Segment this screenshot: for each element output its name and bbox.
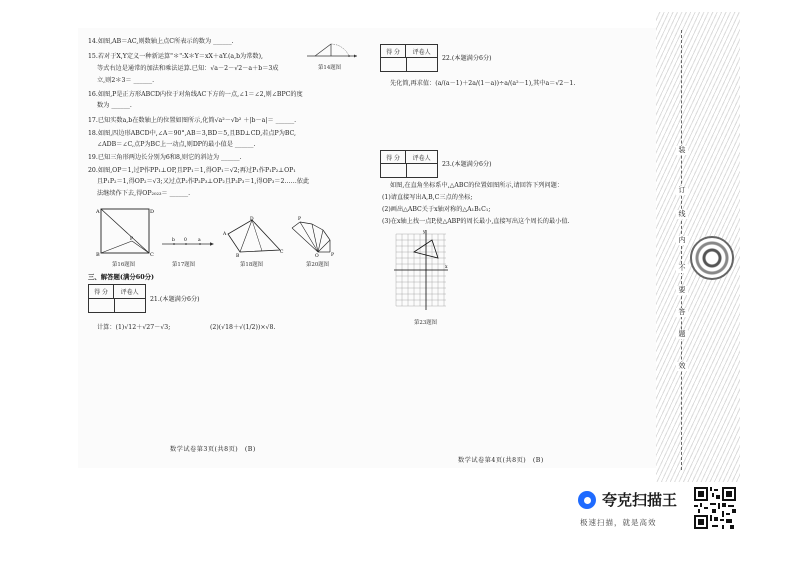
question-23-part-1: (1)请直接写出A,B,C三点的坐标;	[382, 194, 473, 201]
figure-20-spiral	[288, 212, 354, 258]
reviewer-label: 评卷人	[406, 45, 437, 58]
margin-char-9: 效	[676, 362, 688, 371]
question-21-title: 21.(本题满分6分)	[150, 296, 200, 303]
score-label: 得 分	[381, 45, 406, 58]
question-14: 14.如图,AB＝AC,则数轴上点C所表示的数为 ______.	[88, 38, 234, 45]
svg-text:0: 0	[184, 238, 187, 243]
figure-18-caption: 第18题图	[240, 262, 264, 268]
margin-char-4: 内	[676, 236, 688, 245]
question-23-part-2: (2)画出△ABC关于x轴对称的△A₁B₁C₁;	[382, 206, 491, 213]
question-20-line2: 且P₁P₂＝1,得OP₂＝√3;又过点P₂作P₂P₃⊥OP₂且P₂P₃＝1,得OP₃＝2……依此	[97, 178, 310, 185]
margin-char-2: 订	[676, 186, 688, 195]
svg-text:O: O	[315, 254, 319, 258]
question-20-line3: 法继续作下去,得OP₂₀₂₃＝ ______.	[97, 190, 191, 197]
figure-16-caption: 第16题图	[112, 262, 136, 268]
question-15-line1: 15.若对于X,Y定义一种新运算"＊":X＊Y＝xX＋aY.(a,b为常数),	[88, 53, 263, 60]
figure-23-coordinate-grid	[392, 228, 450, 314]
question-22-text: 先化简,再求值：(a/(a－1)＋2a/(1－a))÷a/(a²－1),其中a＝√2－1.	[390, 80, 576, 87]
margin-char-8: 题	[676, 330, 688, 339]
score-label: 得 分	[89, 285, 114, 299]
figure-17-caption: 第17题图	[172, 262, 196, 268]
quark-logo-icon	[578, 491, 596, 509]
question-20-line1: 20.如图,OP＝1,过P作PP₁⊥OP,且PP₁＝1,得OP₁＝√2;再过P₁作P₁P₂⊥OP₁	[88, 167, 296, 174]
svg-text:D: D	[150, 209, 155, 215]
figure-16-square	[96, 205, 156, 257]
scanner-watermark	[578, 487, 688, 533]
margin-char-7: 答	[676, 308, 688, 317]
margin-char-6: 要	[676, 286, 688, 295]
score-box-q22	[380, 44, 438, 72]
svg-text:A: A	[223, 232, 227, 237]
qr-code-icon	[694, 487, 736, 529]
svg-text:C: C	[280, 250, 284, 255]
seal-stamp-icon	[690, 236, 734, 280]
svg-text:C: C	[150, 252, 154, 257]
question-23-part-3: (3)在x轴上找一点P,使△ABP的周长最小,直接写出这个周长的最小值.	[382, 218, 570, 225]
reviewer-label: 评卷人	[114, 285, 145, 299]
question-21-calc-2: (2)(√18＋√(1/2))×√8.	[210, 324, 276, 331]
reviewer-label: 评卷人	[406, 151, 437, 164]
svg-text:P: P	[130, 237, 134, 242]
margin-char-3: 线	[676, 210, 688, 219]
question-18-line2: ∠ADB＝∠C,点P为BC上一动点,则DP的最小值是 ______.	[97, 141, 256, 148]
figure-23-caption: 第23题图	[414, 320, 438, 326]
figure-17-number-line	[160, 236, 216, 250]
question-16-line1: 16.如图,P是正方形ABCD内位于对角线AC下方的一点,∠1＝∠2,则∠BPC的度	[88, 91, 303, 98]
svg-text:b: b	[172, 238, 175, 243]
question-19: 19.已知三角形两边长分别为6和8,则它的斜边为 ______.	[88, 154, 242, 161]
svg-text:P: P	[331, 253, 335, 258]
question-15-line3: 立,则2＊3＝ ______.	[97, 77, 155, 84]
figure-14-number-line	[305, 40, 359, 62]
score-box-q23	[380, 150, 438, 178]
question-23-title: 23.(本题满分6分)	[442, 161, 492, 168]
question-17: 17.已知实数a,b在数轴上的位置如图所示,化简√a²－√b² ＋|b－a|＝ ______.	[88, 117, 297, 124]
right-page-footer: 数学试卷第4页(共8页) (B)	[458, 457, 544, 464]
figure-14-caption: 第14题图	[318, 65, 342, 71]
score-box-q21	[88, 284, 146, 313]
svg-text:D: D	[250, 217, 254, 222]
svg-text:a: a	[198, 238, 201, 243]
question-23-intro: 如图,在直角坐标系中,△ABC的位置如图所示,请回答下列问题：	[390, 182, 564, 189]
svg-text:B: B	[96, 252, 100, 257]
binding-cut-line	[681, 30, 682, 470]
svg-text:B: B	[236, 254, 240, 258]
question-16-line2: 数为 ______.	[97, 102, 132, 109]
svg-text:y: y	[423, 230, 426, 235]
question-18-line1: 18.如图,四边形ABCD中,∠A＝90°,AB＝3,BD＝5,且BD⊥CD,若点P为BC,	[88, 130, 297, 137]
question-15-line2: 等式右边是通常的加法和乘法运算.已知：√a－2－√2－a＋b＝3成	[97, 65, 279, 72]
section-3-heading: 三、解答题(满分60分)	[88, 273, 155, 281]
left-page-footer: 数学试卷第3页(共8页) (B)	[170, 446, 256, 453]
question-21-calc-1: 计算：(1)√12＋√27－√3;	[97, 324, 171, 331]
figure-18-quadrilateral	[222, 216, 284, 258]
svg-text:P: P	[298, 217, 302, 222]
brand-name: 夸克扫描王	[602, 491, 678, 509]
margin-char-5: 不	[676, 264, 688, 273]
svg-text:A: A	[96, 209, 100, 215]
score-label: 得 分	[381, 151, 406, 164]
margin-char-1: 装	[676, 146, 688, 155]
svg-text:x: x	[445, 265, 448, 270]
question-22-title: 22.(本题满分6分)	[442, 55, 492, 62]
brand-slogan: 极速扫描，就是高效	[580, 518, 657, 527]
figure-20-caption: 第20题图	[306, 262, 330, 268]
